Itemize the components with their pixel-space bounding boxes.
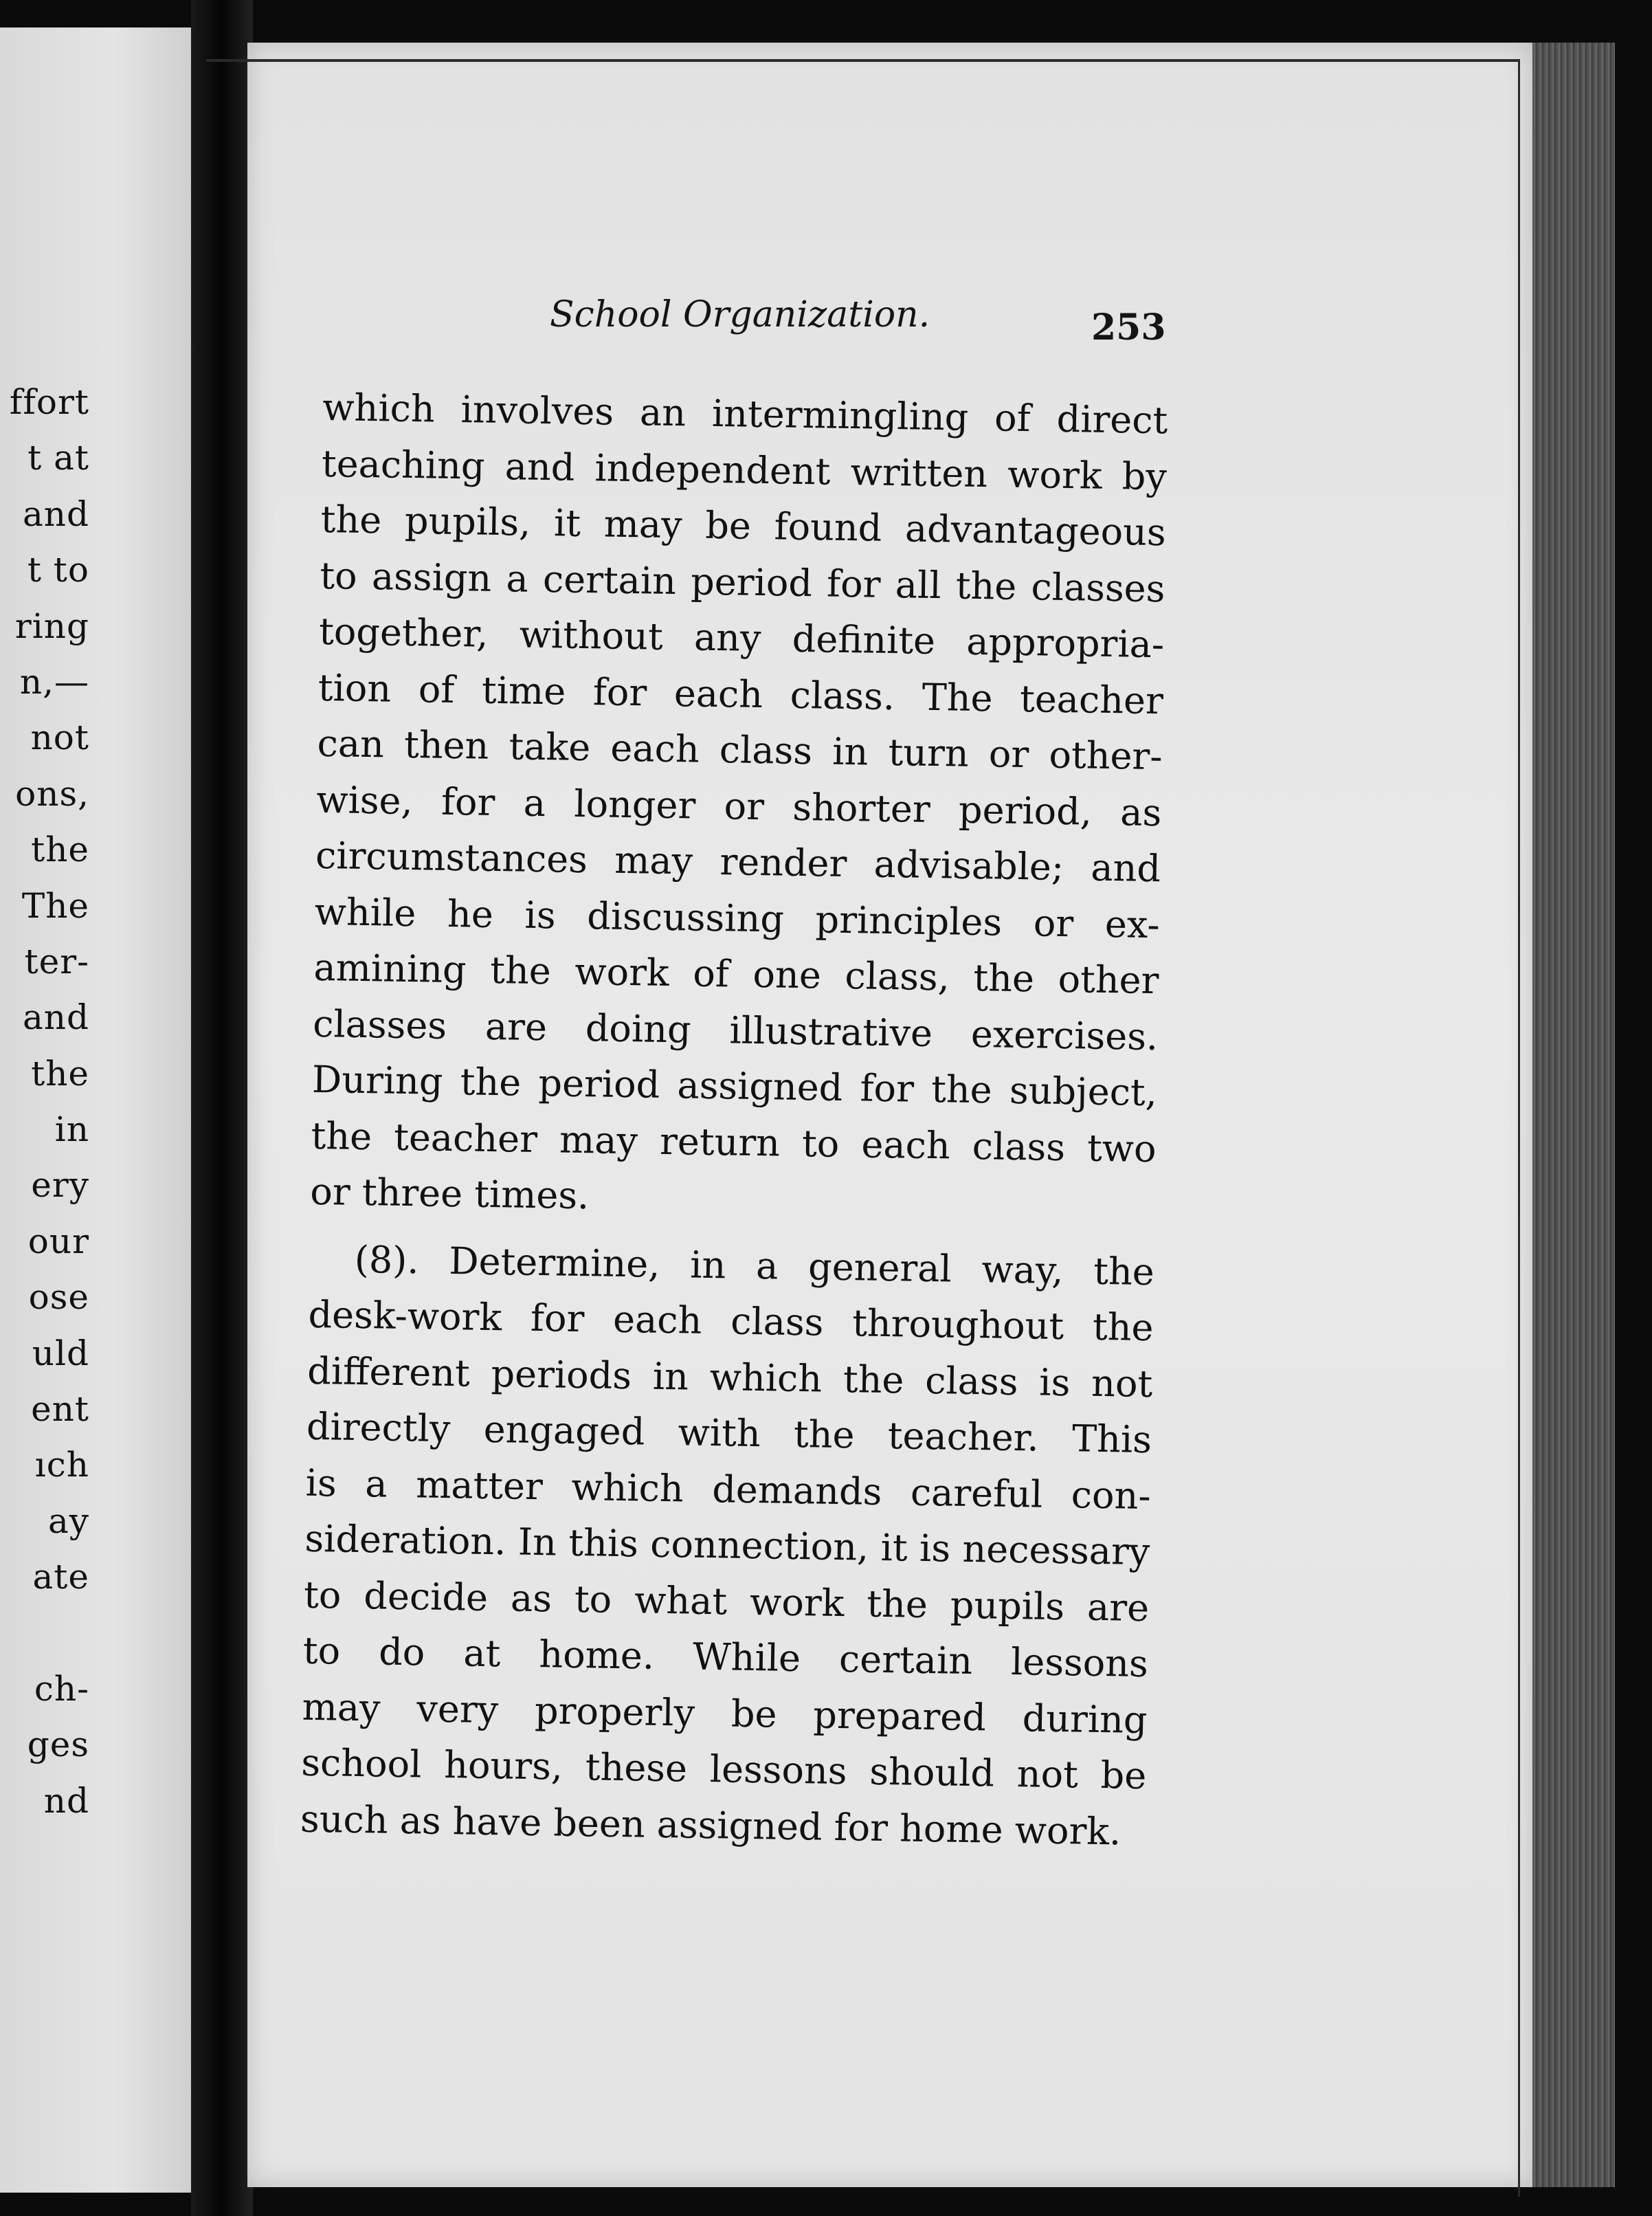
- previous-page-fragment: ons,: [15, 773, 89, 814]
- previous-page-fragment: uld: [32, 1333, 89, 1373]
- previous-page-fragment: ose: [28, 1277, 89, 1318]
- previous-page-fragment: ate: [32, 1557, 89, 1597]
- text-line: classes are doing illustrative exercises.: [312, 1001, 1159, 1059]
- text-line: (8). Determine, in a general way, the: [354, 1237, 1155, 1294]
- previous-page-fragment: ges: [27, 1725, 89, 1765]
- previous-page-fragment: nd: [43, 1780, 89, 1821]
- text-line: while he is discussing principles or ex-: [314, 889, 1161, 946]
- previous-page-fragment: our: [27, 1221, 89, 1261]
- previous-page-fragment: The: [21, 885, 89, 926]
- text-line: During the period assigned for the subject,: [311, 1057, 1158, 1115]
- text-line: school hours, these lessons should not be: [300, 1740, 1147, 1798]
- previous-page-fragment: t to: [27, 550, 89, 590]
- text-line: to assign a certain period for all the classes: [320, 553, 1165, 610]
- previous-page-fragment: ent: [31, 1389, 89, 1430]
- paragraph: [310, 379, 1168, 1233]
- text-line: which involves an intermingling of direct: [322, 385, 1168, 443]
- previous-page-fragment: not: [30, 718, 89, 758]
- body-text: [300, 379, 1168, 1860]
- previous-page-fragment: ffort: [9, 382, 89, 422]
- previous-page: [0, 27, 191, 2193]
- text-line: wise, for a longer or shorter period, as: [315, 777, 1162, 834]
- page-number: 253: [1091, 307, 1166, 348]
- previous-page-fragment: t at: [27, 438, 89, 478]
- text-line: together, without any definite appropria-: [318, 609, 1165, 667]
- text-line: desk-work for each class throughout the: [308, 1292, 1154, 1350]
- text-line: to do at home. While certain lessons: [302, 1628, 1149, 1686]
- text-line: teaching and independent written work by: [321, 441, 1168, 498]
- previous-page-fragment: ıch: [34, 1445, 89, 1485]
- previous-page-fragment: ter-: [24, 941, 89, 982]
- previous-page-fragment: the: [31, 1053, 89, 1094]
- previous-page-fragment: n,—: [19, 661, 89, 702]
- previous-page-fragment: ring: [14, 606, 89, 646]
- text-line: may very properly be prepared during: [302, 1685, 1148, 1742]
- book-gutter: [191, 0, 253, 2216]
- previous-page-line-fragments: [0, 375, 89, 1829]
- previous-page-fragment: in: [54, 1109, 89, 1150]
- text-line: or three times.: [309, 1169, 590, 1218]
- text-line: tion of time for each class. The teacher: [317, 665, 1164, 722]
- running-title: School Organization.: [550, 294, 930, 335]
- text-line: circumstances may render advisable; and: [315, 833, 1161, 891]
- previous-page-fragment: ay: [47, 1500, 89, 1541]
- text-line: directly engaged with the teacher. This: [306, 1404, 1152, 1462]
- text-line: is a matter which demands careful con-: [305, 1461, 1152, 1518]
- previous-page-fragment: and: [22, 494, 89, 534]
- text-line: amining the work of one class, the other: [313, 945, 1159, 1003]
- text-line: sideration. In this connection, it is necessary: [304, 1516, 1150, 1574]
- page-edges: [1532, 43, 1615, 2187]
- paragraph: [300, 1230, 1154, 1860]
- text-line: the pupils, it may be found advantageous: [320, 497, 1167, 555]
- text-line: such as have been assigned for home work.: [300, 1797, 1121, 1853]
- previous-page-fragment: the: [31, 830, 89, 870]
- previous-page-fragment: ery: [31, 1165, 89, 1206]
- previous-page-fragment: [0, 1606, 89, 1661]
- text-line: to decide as to what work the pupils are: [303, 1573, 1150, 1630]
- previous-page-fragment: ch-: [34, 1668, 89, 1709]
- text-line: can then take each class in turn or other-: [317, 721, 1163, 779]
- text-line: different periods in which the class is not: [306, 1349, 1153, 1406]
- previous-page-fragment: and: [22, 997, 89, 1038]
- text-line: the teacher may return to each class two: [311, 1113, 1157, 1171]
